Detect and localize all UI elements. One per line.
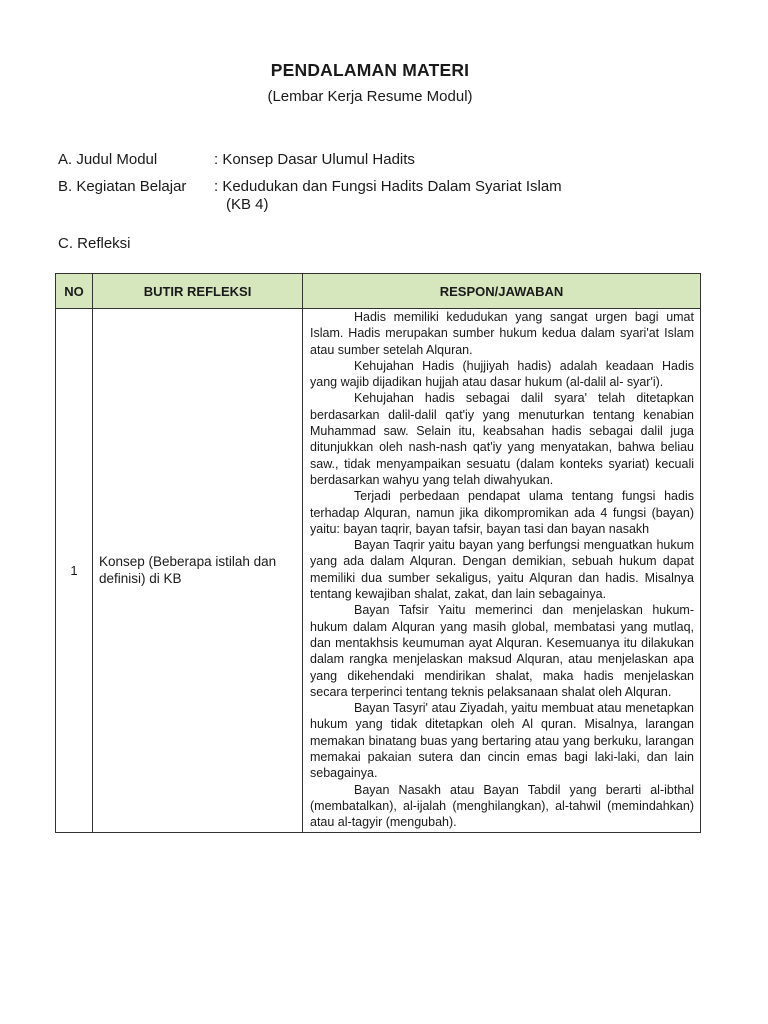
response-text bbox=[310, 309, 694, 832]
reflection-table bbox=[55, 273, 701, 833]
response-paragraph: Kehujahan Hadis (hujjiyah hadis) adalah keadaan Hadis yang wajib dijadikan hujjah atau dasar hukum (al-dalil al- syar'i). bbox=[310, 358, 694, 390]
header-reflection-item: BUTIR REFLEKSI bbox=[93, 274, 303, 309]
response-paragraph: Bayan Tasyri' atau Ziyadah, yaitu membuat atau menetapkan hukum yang tidak ditetapkan oleh Al quran. Misalnya, larangan memakan binatang buas yang bertaring atau yang berkuku, larangan memakai pakaian sutera dan cincin emas bagi laki-laki, dan lain sebagainya. bbox=[310, 701, 694, 781]
header-no: NO bbox=[56, 274, 93, 309]
table-header-row bbox=[56, 274, 701, 309]
learning-activity-value-kb: (KB 4) bbox=[226, 196, 269, 213]
page-subtitle: (Lembar Kerja Resume Modul) bbox=[267, 88, 473, 105]
response-paragraph: Bayan Nasakh atau Bayan Tabdil yang berarti al-ibthal (membatalkan), al-ijalah (menghilangkan), al-tahwil (memindahkan) atau al-tagyir (mengubah). bbox=[310, 782, 694, 830]
response-cell bbox=[303, 309, 701, 833]
reflection-item: Konsep (Beberapa istilah dan definisi) di KB bbox=[93, 309, 303, 833]
response-paragraph: Kehujahan hadis sebagai dalil syara' telah ditetapkan berdasarkan dalil-dalil qat'iy yang menuturkan tentang kenabian Muhammad saw. Selain itu, keabsahan hadis sebagai dalil juga ditunjukkan oleh nash-nash qat'iy yang menyatakan, bahwa beliau saw., tidak menyampaikan sesuatu (dalam konteks syariat) kecuali berdasarkan wahyu yang telah diwahyukan. bbox=[310, 391, 694, 487]
response-paragraph: Terjadi perbedaan pendapat ulama tentang fungsi hadis terhadap Alquran, namun jika dikompromikan ada 4 fungsi (bayan) yaitu: bayan taqrir, bayan tafsir, bayan tasi dan bayan nasakh bbox=[310, 489, 694, 536]
module-title-label: A. Judul Modul bbox=[58, 151, 158, 168]
table-row bbox=[56, 309, 701, 833]
response-paragraph: Bayan Tafsir Yaitu memerinci dan menjelaskan hukum-hukum dalam Alquran yang masih global, membatasi yang mutlaq, dan mentakhsis keumuman ayat Alquran. Kesemuanya itu dilakukan dalam rangka menjelaskan maksud Alquran, atau menjelaskan apa yang dikehendaki mendirikan shalat, maka hadis menjelaskan secara terperinci tentang teknis pelaksanaan shalat oleh Alquran. bbox=[310, 603, 694, 699]
learning-activity-label: B. Kegiatan Belajar bbox=[58, 178, 187, 195]
response-paragraph: Bayan Taqrir yaitu bayan yang berfungsi menguatkan hukum yang ada dalam Alquran. Dengan demikian, sebuah hukum dapat memiliki dua sumber sekaligus, yaitu Alquran dan hadis. Misalnya tentang kewajiban shalat, zakat, dan lain sebagainya. bbox=[310, 538, 694, 602]
row-number: 1 bbox=[56, 309, 93, 833]
reflection-section-heading: C. Refleksi bbox=[58, 235, 131, 252]
page-title: PENDALAMAN MATERI bbox=[270, 60, 470, 80]
learning-activity-value: : Kedudukan dan Fungsi Hadits Dalam Syariat Islam bbox=[214, 178, 562, 195]
response-paragraph: Hadis memiliki kedudukan yang sangat urgen bagi umat Islam. Hadis merupakan sumber hukum kedua dalam syari'at Islam atau sumber setelah Alquran. bbox=[310, 310, 694, 357]
module-title-value: : Konsep Dasar Ulumul Hadits bbox=[214, 151, 415, 168]
header-response: RESPON/JAWABAN bbox=[303, 274, 701, 309]
